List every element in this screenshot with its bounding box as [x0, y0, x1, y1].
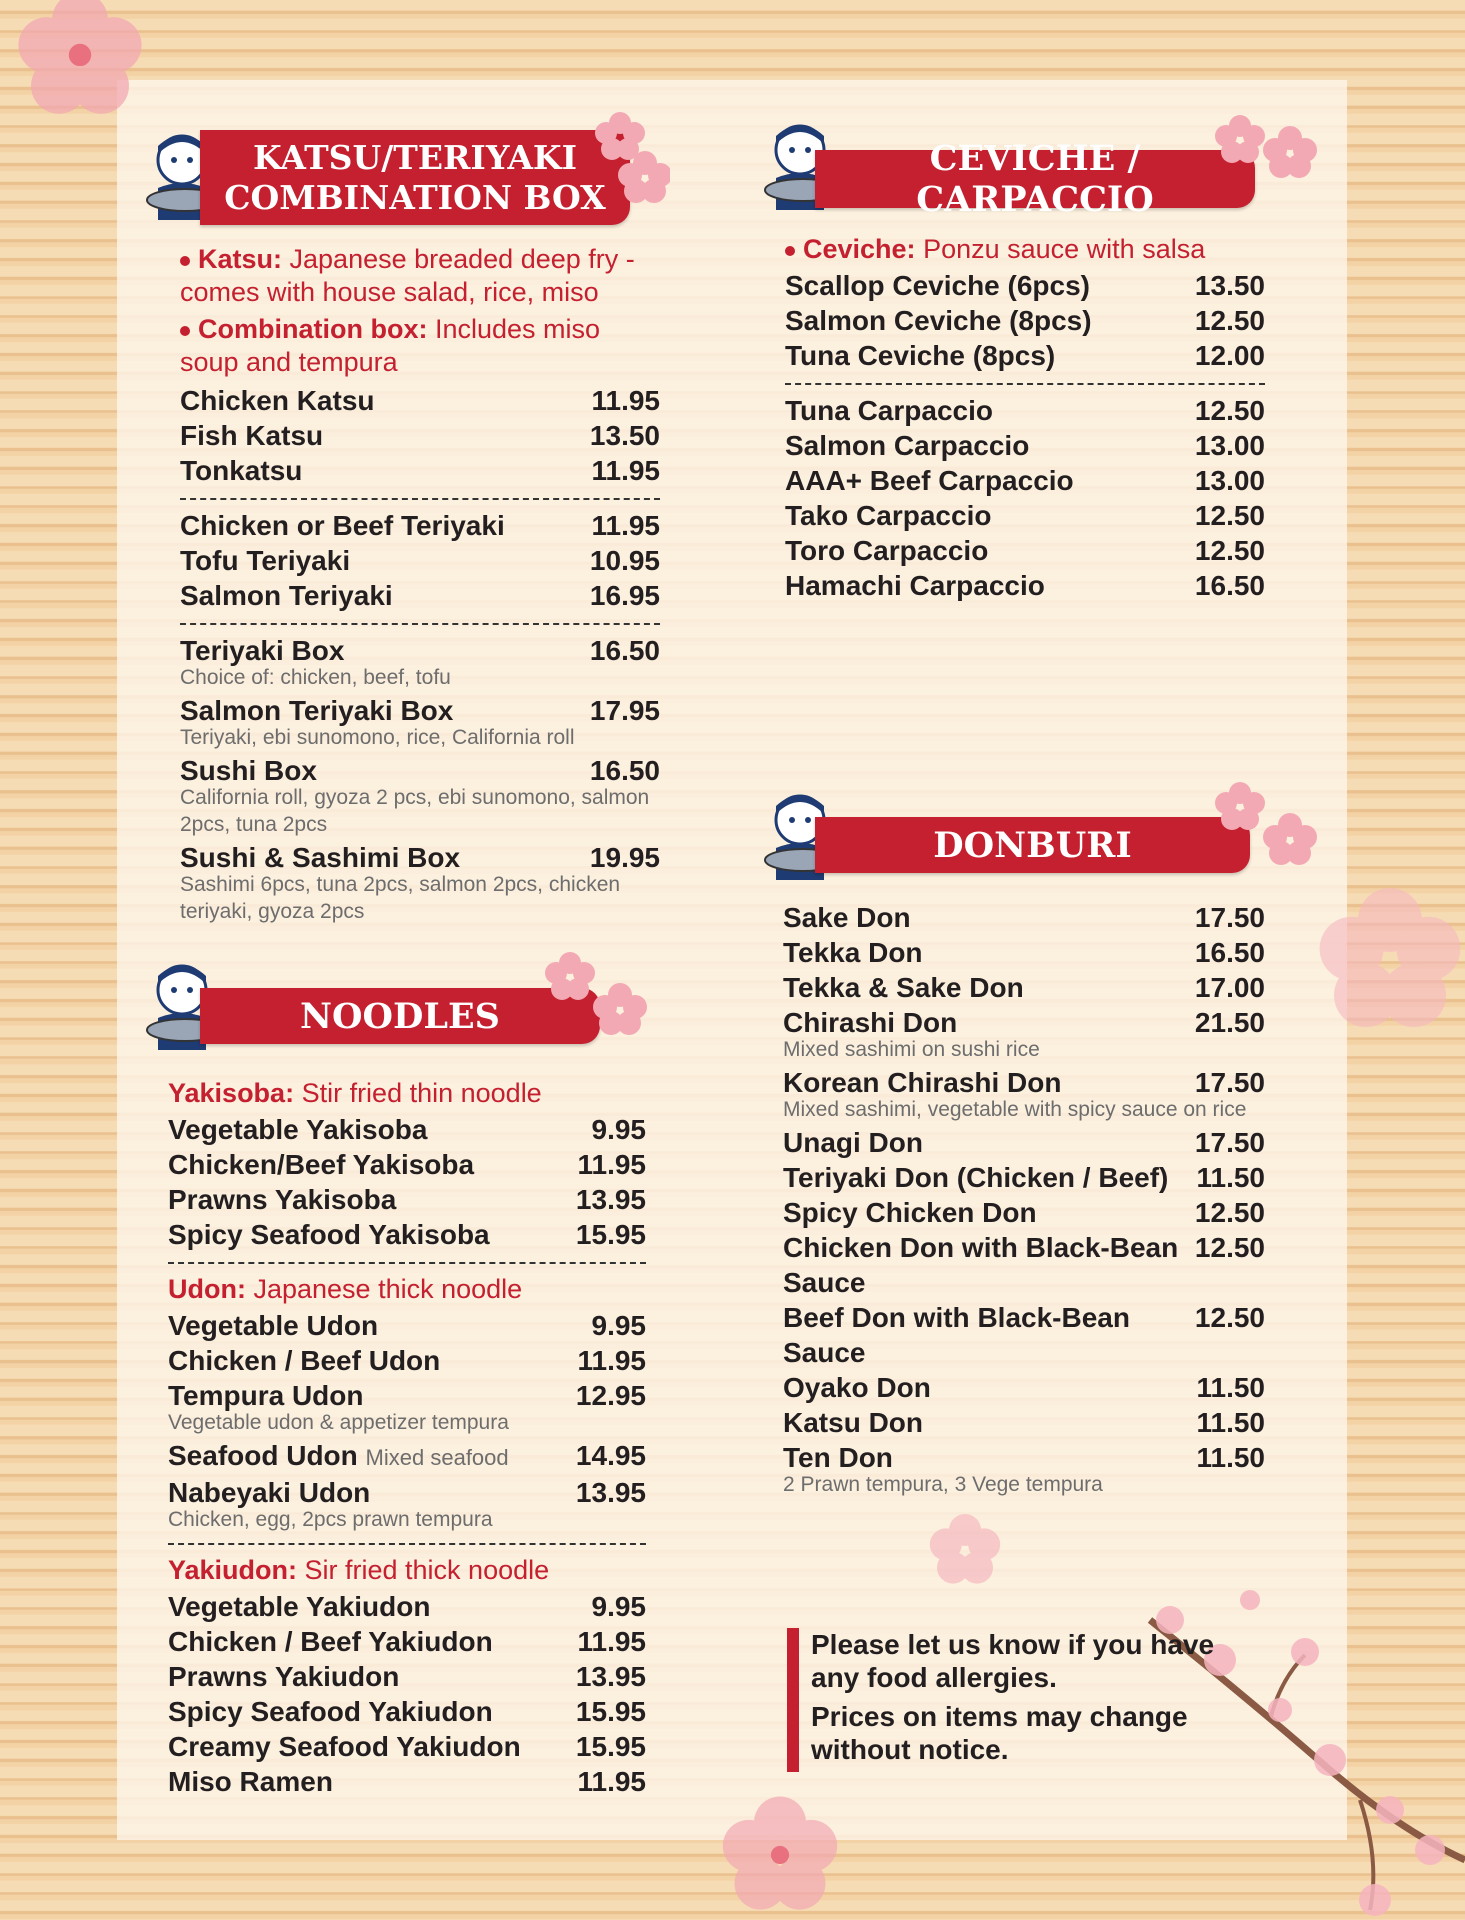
item-price: 11.50	[1196, 1372, 1265, 1403]
item-name-wrap	[180, 453, 302, 488]
item-name: Seafood Udon	[168, 1440, 358, 1471]
menu-item-row	[180, 543, 660, 578]
item-price: 11.95	[577, 1626, 646, 1657]
menu-item-row	[785, 533, 1265, 568]
item-price: 17.95	[589, 695, 660, 726]
item-name-wrap	[785, 303, 1092, 338]
item-price: 15.95	[575, 1696, 646, 1727]
menu-item-row	[783, 1160, 1265, 1195]
item-name: Teriyaki Box	[180, 635, 345, 666]
menu-item-row	[783, 1370, 1265, 1405]
menu-item-row	[180, 418, 660, 453]
item-name-wrap	[783, 935, 923, 970]
item-name-wrap	[168, 1589, 430, 1624]
item-name: Vegetable Udon	[168, 1310, 379, 1341]
price-change-line: Prices on items may change without notice.	[811, 1701, 1188, 1765]
item-price: 12.50	[1194, 1302, 1265, 1333]
note-text: Ponzu sauce with salsa	[915, 234, 1206, 264]
item-name-wrap	[168, 1659, 399, 1694]
item-name: Salmon Teriyaki	[180, 580, 393, 611]
item-name: Tonkatsu	[180, 455, 303, 486]
item-name-wrap	[783, 1405, 923, 1440]
item-price: 11.50	[1196, 1162, 1265, 1193]
item-price: 17.50	[1194, 1067, 1265, 1098]
item-name: Salmon Carpaccio	[785, 430, 1030, 461]
item-name-wrap	[785, 428, 1029, 463]
donburi-header: DONBURI	[815, 817, 1250, 873]
item-name: Prawns Yakisoba	[168, 1184, 397, 1215]
item-name-wrap	[783, 1230, 1185, 1300]
item-name: Chirashi Don	[783, 1007, 958, 1038]
katsu-group3	[180, 633, 660, 925]
item-name-wrap	[785, 393, 993, 428]
item-price: 17.50	[1194, 1127, 1265, 1158]
menu-item-row	[785, 498, 1265, 533]
item-price: 16.50	[589, 635, 660, 666]
menu-item-row	[783, 1230, 1265, 1300]
item-description: 2 Prawn tempura, 3 Vege tempura	[783, 1473, 1103, 1496]
item-price: 13.95	[575, 1184, 646, 1215]
item-price: 13.00	[1194, 465, 1265, 496]
item-price: 12.50	[1194, 500, 1265, 531]
item-name-wrap	[168, 1475, 370, 1510]
menu-item-row	[168, 1112, 646, 1147]
menu-item-row	[783, 900, 1265, 935]
menu-item-row	[168, 1182, 646, 1217]
menu-item-row	[168, 1343, 646, 1378]
item-price: 11.95	[577, 1766, 646, 1797]
item-name-wrap	[168, 1147, 474, 1182]
item-name-wrap	[168, 1729, 521, 1764]
menu-item-row	[783, 1005, 1265, 1040]
katsu-group1	[180, 383, 660, 488]
item-name: Vegetable Yakisoba	[168, 1114, 428, 1145]
menu-item-row	[168, 1729, 646, 1764]
bullet-icon	[180, 326, 190, 336]
item-name: Salmon Teriyaki Box	[180, 695, 454, 726]
menu-item-row	[180, 578, 660, 613]
item-price: 12.50	[1194, 305, 1265, 336]
menu-item-row	[783, 1065, 1265, 1100]
noodles-header: NOODLES	[200, 988, 600, 1044]
item-name: Chicken Don with Black-Bean Sauce	[783, 1232, 1179, 1298]
item-price: 9.95	[591, 1114, 646, 1145]
item-description: Teriyaki, ebi sunomono, rice, California roll	[180, 726, 575, 749]
sub-label: Udon:	[168, 1274, 246, 1304]
item-name-wrap	[168, 1217, 490, 1252]
item-name: Sushi & Sashimi Box	[180, 842, 461, 873]
donburi-section	[783, 900, 1265, 1500]
menu-item-row	[785, 338, 1265, 373]
item-price: 17.50	[1194, 902, 1265, 933]
dashed-divider	[180, 498, 660, 500]
note-text: Includes miso soup and tempura	[180, 314, 601, 377]
item-price: 11.95	[577, 1149, 646, 1180]
item-name-wrap	[168, 1438, 509, 1475]
item-name: Chicken / Beef Yakiudon	[168, 1626, 493, 1657]
item-name: Miso Ramen	[168, 1766, 333, 1797]
item-price: 11.95	[591, 455, 660, 486]
item-name-wrap	[783, 1125, 923, 1160]
item-name-wrap	[168, 1378, 363, 1413]
item-name: Sake Don	[783, 902, 911, 933]
katsu-header	[200, 130, 630, 225]
cherry-blossom-icon	[715, 1790, 845, 1920]
item-name: Tuna Carpaccio	[785, 395, 993, 426]
item-name: Ten Don	[783, 1442, 893, 1473]
menu-item-row	[783, 935, 1265, 970]
item-name: Tekka & Sake Don	[783, 972, 1024, 1003]
item-name: Tuna Ceviche (8pcs)	[785, 340, 1056, 371]
menu-item-row	[783, 1300, 1265, 1370]
item-name: Prawns Yakiudon	[168, 1661, 400, 1692]
item-name: Chicken Katsu	[180, 385, 375, 416]
donburi-list	[783, 900, 1265, 1498]
udon-list	[168, 1308, 646, 1533]
menu-item-row	[168, 1764, 646, 1799]
menu-item-row	[168, 1475, 646, 1510]
cherry-blossom-icon	[0, 0, 170, 125]
dashed-divider	[168, 1543, 646, 1545]
katsu-group2	[180, 508, 660, 613]
item-price: 11.95	[591, 510, 660, 541]
cherry-blossom-icon	[1210, 775, 1320, 875]
item-price: 19.95	[589, 842, 660, 873]
yakiudon-heading	[168, 1553, 646, 1587]
item-inline-desc: Mixed seafood	[365, 1445, 509, 1470]
item-name: Katsu Don	[783, 1407, 923, 1438]
item-price: 12.50	[1194, 1197, 1265, 1228]
menu-item-row	[783, 970, 1265, 1005]
menu-item-row	[168, 1308, 646, 1343]
item-description: Mixed sashimi on sushi rice	[783, 1038, 1040, 1061]
item-name: Fish Katsu	[180, 420, 324, 451]
cherry-blossom-icon	[925, 1510, 1005, 1590]
item-name: Unagi Don	[783, 1127, 923, 1158]
item-price: 12.50	[1194, 1232, 1265, 1263]
item-price: 9.95	[591, 1310, 646, 1341]
item-name: Sushi Box	[180, 755, 317, 786]
item-price: 10.95	[589, 545, 660, 576]
menu-item-row	[180, 633, 660, 668]
item-name: Vegetable Yakiudon	[168, 1591, 431, 1622]
item-name-wrap	[168, 1112, 427, 1147]
item-price: 13.95	[575, 1661, 646, 1692]
item-price: 12.00	[1194, 340, 1265, 371]
item-name-wrap	[180, 543, 350, 578]
note-label: Katsu:	[198, 244, 283, 274]
item-name-wrap	[180, 693, 453, 728]
menu-item-row	[785, 463, 1265, 498]
item-name-wrap	[785, 463, 1074, 498]
item-price: 12.50	[1194, 395, 1265, 426]
item-price: 13.95	[575, 1477, 646, 1508]
item-name: Tempura Udon	[168, 1380, 364, 1411]
menu-item-row	[168, 1438, 646, 1475]
note-label: Combination box:	[198, 314, 428, 344]
item-name-wrap	[783, 1440, 893, 1475]
katsu-section	[180, 243, 660, 927]
menu-item-row	[785, 568, 1265, 603]
item-price: 9.95	[591, 1591, 646, 1622]
dashed-divider	[180, 623, 660, 625]
item-name-wrap	[783, 1300, 1185, 1370]
cherry-blossom-icon	[590, 105, 670, 205]
sub-text: Japanese thick noodle	[245, 1274, 523, 1304]
item-description: Sashimi 6pcs, tuna 2pcs, salmon 2pcs, chicken teriyaki, gyoza 2pcs	[180, 873, 621, 923]
item-name: Toro Carpaccio	[785, 535, 989, 566]
item-name-wrap	[180, 383, 375, 418]
item-price: 16.50	[1194, 937, 1265, 968]
item-name: Korean Chirashi Don	[783, 1067, 1062, 1098]
menu-item-row	[180, 840, 660, 875]
menu-item-row	[180, 383, 660, 418]
menu-item-row	[785, 428, 1265, 463]
item-name-wrap	[783, 1370, 931, 1405]
menu-item-row	[168, 1217, 646, 1252]
item-price: 17.00	[1194, 972, 1265, 1003]
menu-item-row	[783, 1125, 1265, 1160]
udon-heading	[168, 1272, 646, 1306]
item-price: 11.50	[1196, 1407, 1265, 1438]
item-name-wrap	[180, 753, 317, 788]
item-name: Chicken / Beef Udon	[168, 1345, 441, 1376]
item-name-wrap	[180, 578, 393, 613]
item-name: Teriyaki Don (Chicken / Beef)	[783, 1162, 1169, 1193]
menu-item-row	[168, 1624, 646, 1659]
item-price: 12.50	[1194, 535, 1265, 566]
item-price: 16.95	[589, 580, 660, 611]
item-name: Nabeyaki Udon	[168, 1477, 371, 1508]
item-price: 16.50	[589, 755, 660, 786]
menu-item-row	[785, 268, 1265, 303]
item-price: 12.95	[575, 1380, 646, 1411]
item-name-wrap	[168, 1308, 378, 1343]
menu-item-row	[783, 1195, 1265, 1230]
item-name: Chicken or Beef Teriyaki	[180, 510, 505, 541]
sub-text: Stir fried thin noodle	[294, 1078, 542, 1108]
yakisoba-list	[168, 1112, 646, 1252]
item-price: 13.00	[1194, 430, 1265, 461]
menu-item-row	[783, 1440, 1265, 1475]
ceviche-section	[785, 233, 1265, 603]
item-name-wrap	[783, 900, 911, 935]
item-price: 13.50	[1194, 270, 1265, 301]
menu-item-row	[168, 1378, 646, 1413]
item-name: Spicy Seafood Yakisoba	[168, 1219, 490, 1250]
bullet-icon	[180, 256, 190, 266]
menu-item-row	[180, 453, 660, 488]
item-name-wrap	[168, 1764, 333, 1799]
menu-item-row	[168, 1147, 646, 1182]
ceviche-group2	[785, 393, 1265, 603]
noodles-section	[168, 1070, 646, 1799]
item-price: 11.95	[577, 1345, 646, 1376]
item-description: Choice of: chicken, beef, tofu	[180, 666, 451, 689]
note-label: Ceviche:	[803, 234, 916, 264]
item-name: Hamachi Carpaccio	[785, 570, 1045, 601]
menu-item-row	[180, 693, 660, 728]
item-name-wrap	[785, 498, 991, 533]
item-name: Oyako Don	[783, 1372, 931, 1403]
item-description: Mixed sashimi, vegetable with spicy sauce on rice	[783, 1098, 1247, 1121]
menu-item-row	[180, 753, 660, 788]
item-name: Tekka Don	[783, 937, 923, 968]
combination-note	[180, 313, 660, 379]
sub-label: Yakiudon:	[168, 1555, 298, 1585]
item-name: Creamy Seafood Yakiudon	[168, 1731, 521, 1762]
item-name-wrap	[785, 533, 988, 568]
dashed-divider	[785, 383, 1265, 385]
cherry-blossom-icon	[1210, 108, 1320, 198]
bullet-icon	[785, 246, 795, 256]
item-description: California roll, gyoza 2 pcs, ebi sunomono, salmon 2pcs, tuna 2pcs	[180, 786, 650, 836]
menu-item-row	[785, 393, 1265, 428]
item-name: Beef Don with Black-Bean Sauce	[783, 1302, 1130, 1368]
item-price: 15.95	[575, 1219, 646, 1250]
item-name-wrap	[180, 508, 505, 543]
ceviche-note	[785, 233, 1265, 266]
note-text: Japanese breaded deep fry -comes with house salad, rice, miso	[180, 244, 635, 307]
dashed-divider	[168, 1262, 646, 1264]
item-name-wrap	[783, 1065, 1061, 1100]
item-name-wrap	[168, 1343, 440, 1378]
item-name: Scallop Ceviche (6pcs)	[785, 270, 1091, 301]
menu-item-row	[783, 1405, 1265, 1440]
sub-text: Sir fried thick noodle	[297, 1555, 550, 1585]
item-description: Chicken, egg, 2pcs prawn tempura	[168, 1508, 493, 1531]
item-name-wrap	[180, 840, 460, 875]
menu-item-row	[168, 1589, 646, 1624]
item-name: Chicken/Beef Yakisoba	[168, 1149, 475, 1180]
yakiudon-list	[168, 1589, 646, 1799]
item-name: Spicy Seafood Yakiudon	[168, 1696, 493, 1727]
item-name-wrap	[168, 1694, 493, 1729]
item-name-wrap	[783, 1005, 957, 1040]
item-name-wrap	[180, 418, 323, 453]
item-name-wrap	[180, 633, 344, 668]
item-name-wrap	[785, 268, 1090, 303]
allergy-notice	[787, 1628, 1251, 1772]
item-name-wrap	[783, 1195, 1037, 1230]
item-price: 14.95	[575, 1440, 646, 1471]
item-name: Tako Carpaccio	[785, 500, 992, 531]
menu-item-row	[168, 1694, 646, 1729]
item-price: 15.95	[575, 1731, 646, 1762]
item-name: Salmon Ceviche (8pcs)	[785, 305, 1092, 336]
item-price: 13.50	[589, 420, 660, 451]
ceviche-group1	[785, 268, 1265, 373]
ceviche-header: CEVICHE / CARPACCIO	[815, 150, 1255, 208]
item-price: 21.50	[1194, 1007, 1265, 1038]
sub-label: Yakisoba:	[168, 1078, 295, 1108]
item-name-wrap	[783, 1160, 1168, 1195]
yakisoba-heading	[168, 1076, 646, 1110]
item-name: Tofu Teriyaki	[180, 545, 351, 576]
item-name-wrap	[785, 568, 1045, 603]
cherry-blossom-icon	[1310, 880, 1465, 1040]
item-name-wrap	[783, 970, 1024, 1005]
item-description: Vegetable udon & appetizer tempura	[168, 1411, 509, 1434]
item-price: 16.50	[1194, 570, 1265, 601]
item-name: AAA+ Beef Carpaccio	[785, 465, 1074, 496]
menu-item-row	[168, 1659, 646, 1694]
menu-item-row	[785, 303, 1265, 338]
item-name: Spicy Chicken Don	[783, 1197, 1037, 1228]
allergy-line: Please let us know if you have any food allergies.	[811, 1629, 1215, 1693]
katsu-note	[180, 243, 660, 309]
item-name-wrap	[168, 1182, 396, 1217]
katsu-title-line1: KATSU/TERIYAKI	[252, 137, 578, 177]
item-name-wrap	[785, 338, 1055, 373]
item-price: 11.95	[591, 385, 660, 416]
item-price: 11.50	[1196, 1442, 1265, 1473]
menu-item-row	[180, 508, 660, 543]
item-name-wrap	[168, 1624, 493, 1659]
cherry-blossom-icon	[540, 945, 650, 1045]
katsu-title-line2: COMBINATION BOX	[224, 177, 606, 217]
